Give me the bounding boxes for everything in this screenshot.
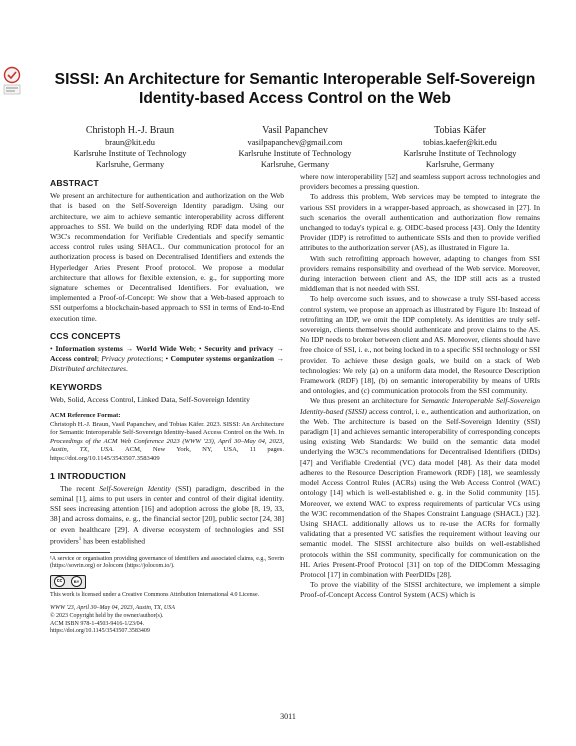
footnote-marker: 1 — [78, 536, 82, 542]
body-paragraph: To prove the viability of the SISSI architecture, we implement a simple Proof-of-Concept Access Control System (ACS) which is — [300, 580, 540, 600]
left-column — [50, 178, 284, 636]
keywords-heading: KEYWORDS — [50, 381, 103, 392]
author-name: Vasil Papanchev — [262, 125, 328, 136]
author-list — [50, 124, 540, 170]
cc-license — [50, 575, 284, 589]
right-column — [300, 172, 540, 601]
author-block — [50, 124, 210, 170]
author-affiliation: Karlsruhe Institute of Technology — [403, 149, 517, 158]
footnote: ¹A service or organisation providing governance of identifiers and associated claims, e.g., Sovrin (https://sovrin.org) or Jolocom (https://jolocom.io/). — [50, 555, 284, 570]
acm-reference-label: ACM Reference Format: — [50, 412, 121, 420]
cc-by-icon[interactable]: cc BY — [50, 575, 86, 589]
copyright-block: WWW '23, April 30–May 04, 2023, Austin, TX, USA © 2023 Copyright held by the owner/author(s). ACM ISBN 978-1-4503-9416-1/23/04. https://doi.org/10.1145/3543507.3583409 — [50, 605, 175, 635]
abstract-text: We present an architecture for authentication and authorization on the Web that is based on the Self-Sovereign Identity paradigm. Using our architecture, we aim to achieve semantic interoperability across different approaches to SSI. We build on the underlying RDF data model of the W3C's recommendation for Verifiable Credentials and specify semantic access control rules using SHACL. Our communication protocol for an authorization process is based on Decentralised Identifiers and extends the Hyperledger Aries Present Proof protocol. We propose a modular architecture that allows for flexible extension, e. g., for supporting more signature schemes or Decentralised Identifiers. For evaluation, we implemented a Proof-of-Concept: We show that a Web-based approach to SSI outperfoms a blockchain-based approach to SSI in terms of End-to-End execution time. — [50, 191, 284, 323]
author-location: Karlsruhe, Germany — [425, 160, 495, 169]
acm-reference: ACM Reference Format: Christoph H.-J. Braun, Vasil Papanchev, and Tobias Käfer. 2023. SISSI: An Architecture for Semantic Interoperable Self-Sovereign Identity-based Access Control on the Web. In Proceedings of the ACM Web Conference 2023 (WWW '23), April 30–May 04, 2023, Austin, TX, USA. ACM, New York, NY, USA, 11 pages. https://doi.org/10.1145/3543507.3583409 — [50, 412, 284, 463]
ccs-heading: CCS CONCEPTS — [50, 330, 121, 341]
check-for-updates-icon[interactable] — [3, 66, 21, 96]
paper-title: SISSI: An Architecture for Semantic Interoperable Self-Sovereign Identity-based Access Control on the Web — [54, 71, 536, 107]
intro-paragraph: The recent Self-Sovereign Identity (SSI) paradigm, described in the seminal [1], aims to put users in center and control of their digital identity. SSI sees increasing attention [16] and adoption across the globe [8, 19, 33, 38] and across domains, e. g., the financial sector [20], public sector [24, 38] or even healthcare [29]. A diverse ecosystem of technologies and SSI providers$^1$ has been established — [50, 483, 284, 546]
footnote-divider — [50, 552, 110, 553]
keywords-text: Web, Solid, Access Control, Linked Data, Self-Sovereign Identity — [50, 394, 250, 404]
author-affiliation: Karlsruhe Institute of Technology — [238, 149, 352, 158]
ccs-concepts: • Information systems → World Wide Web; • Security and privacy → Access control; Privacy protections; • Computer systems organization → Distributed architectures. — [50, 344, 285, 374]
author-email: vasilpapanchev@gmail.com — [247, 138, 343, 147]
author-location: Karlsruhe, Germany — [260, 160, 330, 169]
license-text: This work is licensed under a Creative Commons Attribution International 4.0 License. — [50, 591, 260, 598]
abstract-heading: ABSTRACT — [50, 178, 99, 188]
body-paragraph: With such retrofitting approach however, adapting to changes from SSI providers remains responsibility and overhead of the Web service. Moreover, during interaction between client and AS, the IDP still acts as a trusted middleman that is not needed with SSI. — [300, 253, 540, 294]
body-paragraph: To address this problem, Web services may be tempted to integrate the various SSI providers in a wrapper-based approach, as showcased in [27]. In such scenarios the overall authentication and authorization flow remains unchanged to today's typical e. g. OIDC-based process [43]. Only the Identity Provider (IDP) is retrofitted to authenticate SSIs and then to provide verified attributes to the authorization server (AS), as illustrated in Figure 1a. — [300, 192, 540, 253]
intro-heading: 1 INTRODUCTION — [50, 470, 126, 481]
author-name: Tobias Käfer — [434, 125, 486, 136]
page-number: 3011 — [280, 712, 296, 721]
author-location: Karlsruhe, Germany — [95, 160, 165, 169]
body-paragraph: where now interoperability [52] and seamless support across technologies and providers becomes a pressing question. — [300, 172, 540, 192]
body-paragraph: We thus present an architecture for Semantic Interoperable Self-Sovereign Identity-based (SISSI) access control, i. e., authentication and authorization, on the Web. The architecture is based on the Self-Sovereign Identity (SSI) paradigm [1] and achieves semantic interoperability of corresponding concepts using existing Web Standards: We build on the semantic data model underlying the W3C's recommendations for Decentralised Identifiers (DIDs) [47] and Verifiable Credential (VC) data model [48]. As their data model adheres to the Resource Description Framework (RDF) [18], we seamlessly model Access Control Rules (ACRs) using the Web Access Control (WAC) ontology [14] which is well-established e. g. in the Solid community [15]. Moreover, we extend WAC to express requirements of particular VCs using the W3C recommendation of the Shapes Constraint Language (SHACL) [32]. Using SHACL additionally allows us to re-use the ACRs for formally validating that a presented VC satisfies the requirement without leaving our semantic model. The SISSI architecture also builds on well-established protocols within the SSI community, specifically for communication on the HL Aries Present-Proof Protocol [31] on top of the DIDComm Messaging Protocol [17] in combination with PeerDIDs [28]. — [300, 396, 540, 579]
author-email: tobias.kaefer@kit.edu — [423, 138, 497, 147]
author-affiliation: Karlsruhe Institute of Technology — [73, 149, 187, 158]
author-name: Christoph H.-J. Braun — [85, 125, 175, 136]
author-block — [215, 124, 375, 170]
author-email: braun@kit.edu — [105, 138, 155, 147]
author-block — [380, 124, 540, 170]
body-paragraph: To help overcome such issues, and to showcase a truly SSI-based access control system, we propose an approach as illustrated by Figure 1b: Instead of retrofitting an IDP, we omit the IDP completely. As identities are truly self-sovereign, clients themselves should authenticate and prove claims to the AS. No IDP needs to broker between client and AS. Moreover, clients should have free choice of SSI, i. e., not being locked in to a specific SSI technology or SSI provider. To achieve these design goals, we build on a stack of Web technologies: We rely (a) on a uniform data model, the Resource Description Framework (RDF) [18], (b) on semantic interoperability by means of URIs and ontologies, and (c) communication protocols from the SSI community. — [300, 294, 540, 396]
